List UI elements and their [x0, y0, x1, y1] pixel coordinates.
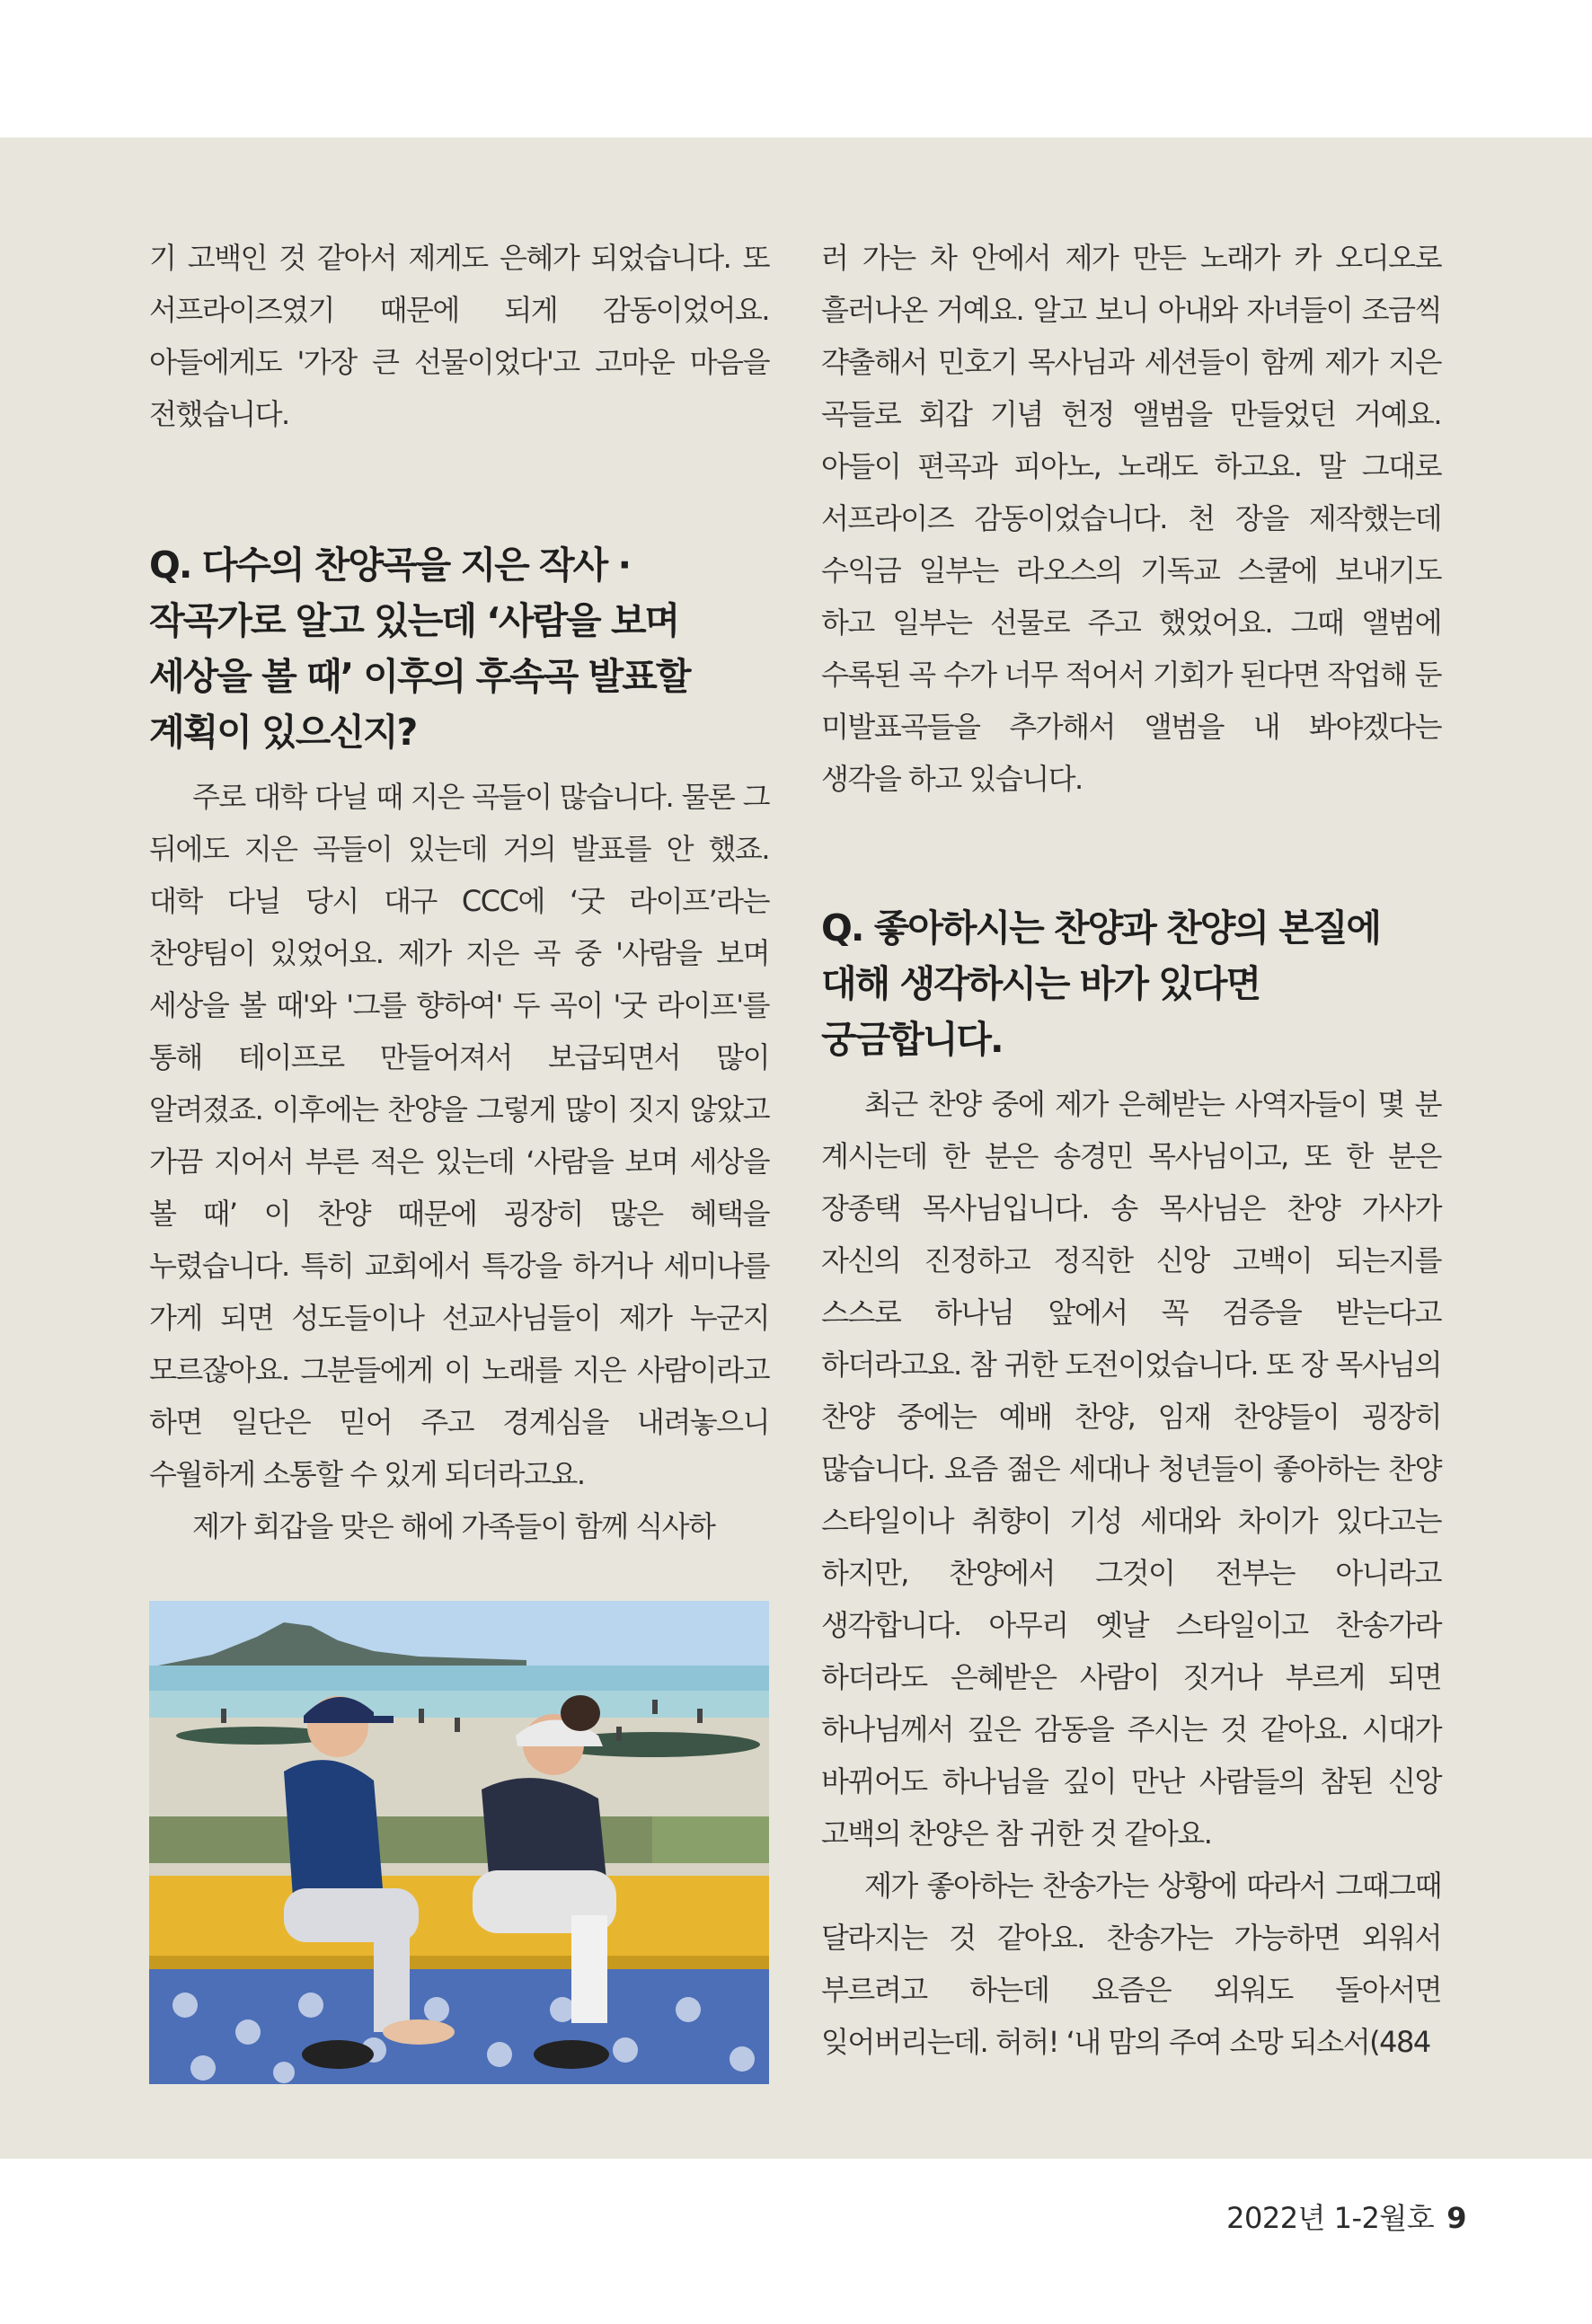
page-number: 9 [1446, 2201, 1466, 2235]
answer-paragraph-2: 제가 회갑을 맞은 해에 가족들이 함께 식사하 [192, 1509, 715, 1543]
answer-paragraph-4: 제가 좋아하는 찬송가는 상황에 따라서 그때그때 달라지는 것 같아요. 찬송가는 가능하면 외워서 부르려고 하는데 요즘은 외워도 돌아서면 잊어버리는데. 허허! ‘내 맘의 주여 소망 되소서(484 [821, 1869, 1441, 2059]
question-heading-2: Q. 좋아하시는 찬양과 찬양의 본질에 대해 생각하시는 바가 있다면 궁금합니다. [821, 906, 1381, 1061]
answer-paragraph-1: 주로 대학 다닐 때 지은 곡들이 많습니다. 물론 그 뒤에도 지은 곡들이 있는데 거의 발표를 안 했죠. 대학 다닐 당시 대구 CCC에 ‘굿 라이프’라는 찬양팀이 있었어요. 제가 지은 곡 중 '사람을 보며 세상을 볼 때'와 '그를 향하여' 두 곡이 '굿 라이프'를 통해 테이프로 만들어져서 보급되면서 많이 알려졌죠. 이후에는 찬양을 그렇게 많이 짓지 않았고 가끔 지어서 부른 적은 있는데 ‘사람을 보며 세상을 볼 때’ 이 찬양 때문에 굉장히 많은 혜택을 누렸습니다. 특히 교회에서 특강을 하거나 세미나를 가게 되면 성도들이나 선교사님들이 제가 누군지 모르잖아요. 그분들에게 이 노래를 지은 사람이라고 하면 일단은 믿어 주고 경계심을 내려놓으니 수월하게 소통할 수 있게 되더라고요. [149, 780, 769, 1491]
continued-paragraph: 러 가는 차 안에서 제가 만든 노래가 카 오디오로 흘러나온 거예요. 알고 보니 아내와 자녀들이 조금씩 갹출해서 민호기 목사님과 세션들이 함께 제가 지은 곡들로 회갑 기념 헌정 앨범을 만들었던 거예요. 아들이 편곡과 피아노, 노래도 하고요. 말 그대로 서프라이즈 감동이었습니다. 천 장을 제작했는데 수익금 일부는 라오스의 기독교 스쿨에 보내기도 하고 일부는 선물로 주고 했었어요. 그때 앨범에 수록된 곡 수가 너무 적어서 기회가 된다면 작업해 둔 미발표곡들을 추가해서 앨범을 내 봐야겠다는 생각을 하고 있습니다. [821, 241, 1441, 796]
intro-paragraph: 기 고백인 것 같아서 제게도 은혜가 되었습니다. 또 서프라이즈였기 때문에 되게 감동이었어요. 아들에게도 '가장 큰 선물이었다'고 고마운 마음을 전했습니다. [149, 241, 769, 431]
answer-paragraph-3: 최근 찬양 중에 제가 은혜받는 사역자들이 몇 분 계시는데 한 분은 송경민 목사님이고, 또 한 분은 장종택 목사님입니다. 송 목사님은 찬양 가사가 자신의 진정하고 정직한 신앙 고백이 되는지를 스스로 하나님 앞에서 꼭 검증을 받는다고 하더라고요. 참 귀한 도전이었습니다. 또 장 목사님의 찬양 중에는 예배 찬양, 임재 찬양들이 굉장히 많습니다. 요즘 젊은 세대나 청년들이 좋아하는 찬양 스타일이나 취향이 기성 세대와 차이가 있다고는 하지만, 찬양에서 그것이 전부는 아니라고 생각합니다. 아무리 옛날 스타일이고 찬송가라 하더라도 은혜받은 사람이 짓거나 부르게 되면 하나님께서 깊은 감동을 주시는 것 같아요. 시대가 바뀌어도 하나님을 깊이 만난 사람들의 참된 신앙 고백의 찬양은 참 귀한 것 같아요. [821, 1087, 1441, 1851]
page-footer [1226, 2196, 1466, 2237]
issue-label: 2022년 1-2월호 [1226, 2201, 1435, 2235]
question-heading-1: Q. 다수의 찬양곡을 지은 작사 · 작곡가로 알고 있는데 ‘사람을 보며 세상을 볼 때’ 이후의 후속곡 발표할 계획이 있으신지? [149, 543, 690, 754]
right-column [821, 232, 1441, 2068]
interview-photo [149, 1601, 769, 2084]
left-column [149, 232, 769, 1552]
